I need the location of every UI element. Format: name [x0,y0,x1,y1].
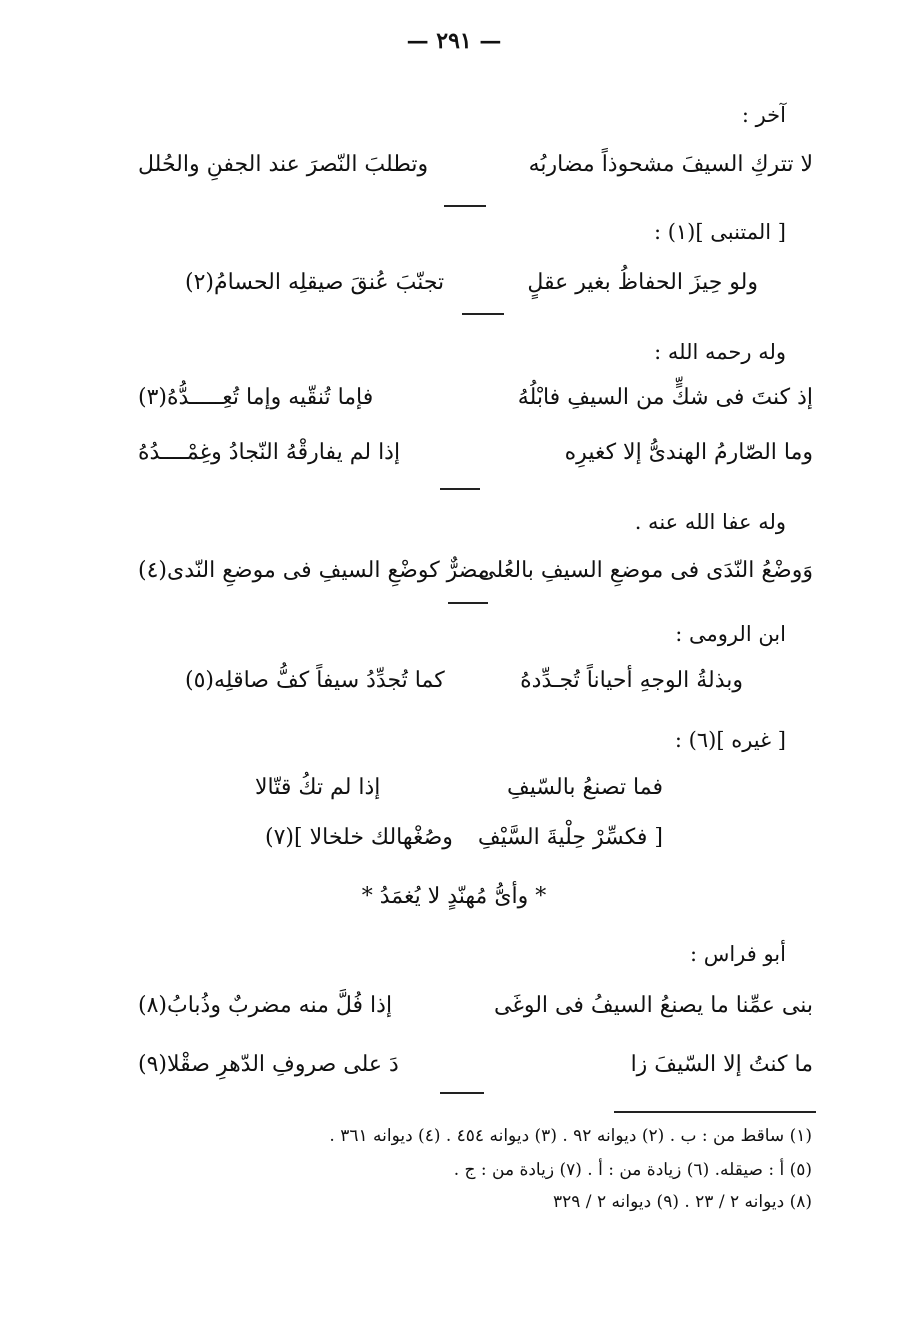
verse-2-left: تجنّبَ عُنقَ صيقلِه الحسامُ(٢) [185,270,445,295]
heading-ghayruh: [ غيره ](٦) : [674,728,786,752]
footnote-line-1: (١) ساقط من : ب . (٢) ديوانه ٩٢ . (٣) ديوانه ٤٥٤ . (٤) ديوانه ٣٦١ . [329,1126,812,1146]
verse-3-right: إذ كنتَ فى شكٍّ من السيفِ فابْلُهُ [517,385,813,410]
verse-3-left: فإما تُنقّيه وإما تُعِـــــدُّهُ(٣) [138,385,374,410]
heading-afa-allah: وله عفا الله عنه . [634,510,786,534]
verse-5-left: مضرٌّ كوضْعِ السيفِ فى موضعِ النّدى(٤) [138,558,490,583]
heading-abu-firas: أبو فراس : [689,942,786,966]
verse-8-right: [ فكسِّرْ حِلْيةَ السَّيْفِ [477,825,663,850]
verse-8-left: وصُغْهالك خلخالا ](٧) [265,825,453,850]
verse-separator [462,313,504,315]
verse-6-right: وبذلةُ الوجهِ أحياناً تُجـدِّدهُ [520,668,743,693]
page-number: — ٢٩١ — [406,28,502,54]
verse-11-right: ما كنتُ إلا السّيفَ زا [630,1052,813,1077]
verse-separator [440,488,480,490]
verse-1-left: وتطلبَ النّصرَ عند الجفنِ والحُلل [138,152,429,177]
verse-11-left: دَ على صروفِ الدّهرِ صقْلا(٩) [138,1052,399,1077]
verse-7-left: إذا لم تكُ قتّالا [255,775,381,800]
verse-separator [448,602,488,604]
verse-7-right: فما تصنعُ بالسّيفِ [506,775,663,800]
footnote-line-2: (٥) أ : صيقله. (٦) زيادة من : أ . (٧) زيادة من : ج . [453,1160,812,1180]
verse-separator [444,205,486,207]
verse-separator [440,1092,484,1094]
verse-6-left: كما تُجدِّدُ سيفاً كفُّ صاقلِه(٥) [185,668,445,693]
verse-9: * وأىُّ مُهنّدٍ لا يُغمَدُ * [361,884,547,909]
footnote-line-3: (٨) ديوانه ٢ / ٢٣ . (٩) ديوانه ٢ / ٣٢٩ [553,1192,812,1212]
heading-wa-lahu: وله رحمه الله : [654,340,786,364]
verse-10-right: بنى عمِّنا ما يصنعُ السيفُ فى الوغَى [493,993,813,1018]
verse-4-right: وما الصّارمُ الهندىُّ إلا كغيرِه [564,440,813,465]
verse-5-right: وَوضْعُ النّدَى فى موضعِ السيفِ بالعُلى [478,558,813,583]
footnote-rule [614,1111,816,1113]
heading-mutanabbi: [ المتنبى ](١) : [653,220,786,244]
heading-akhar: آخر : [741,103,786,127]
verse-1-right: لا تتركِ السيفَ مشحوذاً مضاربُه [528,152,813,177]
heading-ibn-rumi: ابن الرومى : [675,622,786,646]
verse-4-left: إذا لم يفارقْهُ النّجادُ وغِمْــــدُهُ [138,440,401,465]
verse-2-right: ولو حِيزَ الحفاظُ بغير عقلٍ [527,270,758,295]
verse-10-left: إذا فُلَّ منه مضربٌ وذُبابُ(٨) [138,993,393,1018]
